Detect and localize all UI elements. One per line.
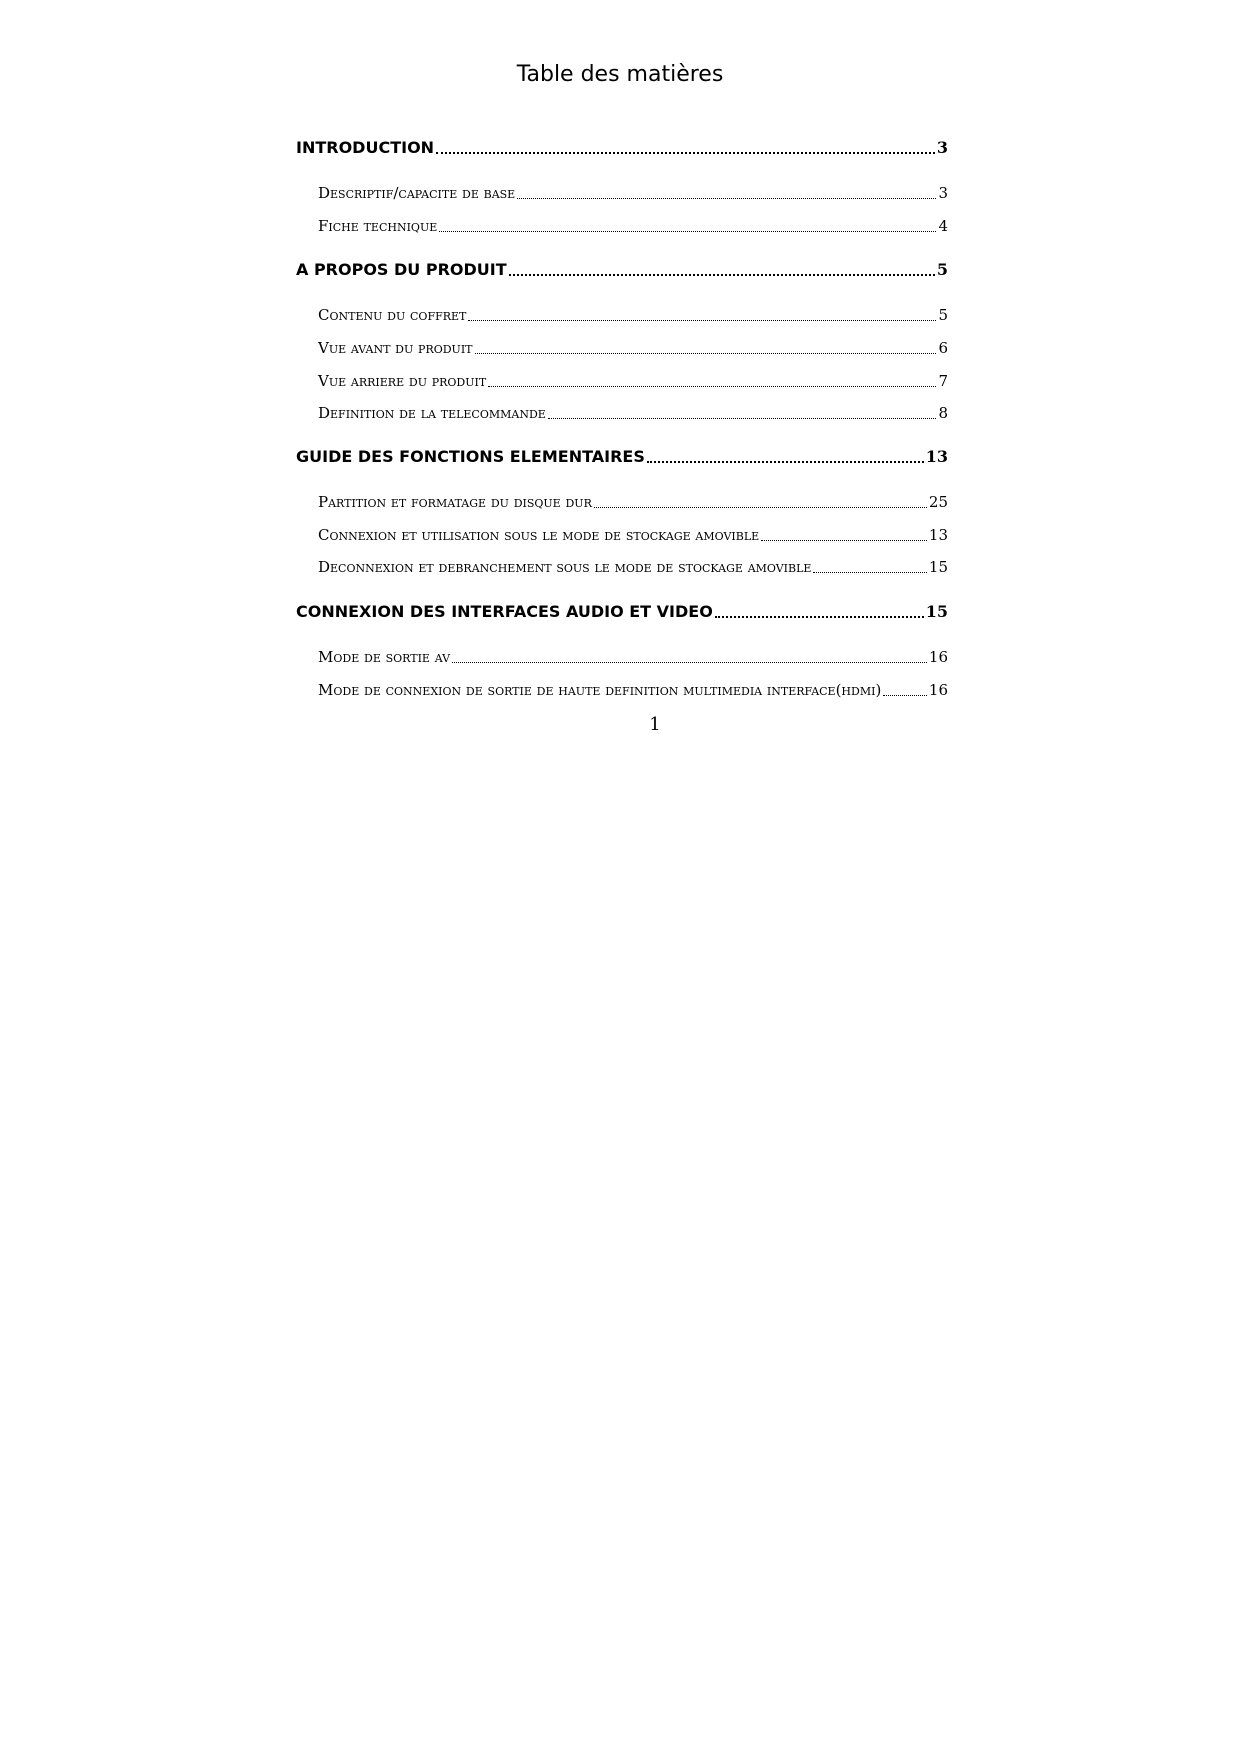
- dot-leader: [813, 572, 926, 573]
- toc-entry-mode-hdmi[interactable]: [318, 678, 948, 702]
- toc-page-number: 16: [928, 681, 948, 699]
- toc-entry-text: Mode de sortie av: [318, 648, 451, 666]
- toc-page-number: 15: [928, 558, 948, 576]
- toc-page-number: 15: [925, 602, 948, 621]
- toc-entry-connexion-interfaces[interactable]: [296, 600, 948, 624]
- toc-entry-vue-avant[interactable]: [318, 336, 948, 360]
- toc-entry-fiche-technique[interactable]: [318, 214, 948, 238]
- toc-page-number: 13: [925, 447, 948, 466]
- toc-entry-text: Contenu du coffret: [318, 306, 467, 324]
- toc-entry-text: Fiche technique: [318, 217, 438, 235]
- toc-entry-vue-arriere[interactable]: [318, 369, 948, 393]
- page-title: Table des matières: [516, 62, 724, 87]
- toc-page-number: 25: [928, 493, 948, 511]
- toc-entry-guide-fonctions[interactable]: [296, 445, 948, 469]
- toc-page-number: 7: [938, 372, 948, 390]
- toc-entry-text: Vue avant du produit: [318, 339, 473, 357]
- dot-leader: [509, 274, 935, 276]
- toc-page-number: 6: [938, 339, 948, 357]
- toc-page-number: 3: [938, 184, 948, 202]
- dot-leader: [439, 231, 936, 232]
- dot-leader: [468, 320, 936, 321]
- dot-leader: [594, 507, 927, 508]
- toc-entry-text: Partition et formatage du disque dur: [318, 493, 592, 511]
- toc-entry-text: Connexion et utilisation sous le mode de stockage amovible: [318, 526, 760, 544]
- toc-entry-deconnexion-stockage[interactable]: [318, 555, 948, 579]
- dot-leader: [452, 662, 927, 663]
- toc-entry-introduction[interactable]: [296, 136, 948, 160]
- toc-page-number: 8: [938, 404, 948, 422]
- toc-entry-text: A PROPOS DU PRODUIT: [296, 260, 507, 279]
- toc-page-number: 5: [936, 260, 948, 279]
- toc-page-number: 4: [938, 217, 948, 235]
- toc-page-number: 5: [938, 306, 948, 324]
- dot-leader: [436, 152, 935, 154]
- toc-page-number: 16: [928, 648, 948, 666]
- dot-leader: [761, 540, 927, 541]
- toc-entry-partition-formatage[interactable]: [318, 490, 948, 514]
- dot-leader: [488, 386, 936, 387]
- toc-entry-text: Descriptif/capacite de base: [318, 184, 516, 202]
- toc-entry-a-propos[interactable]: [296, 258, 948, 282]
- page-number: 1: [649, 714, 661, 735]
- toc-entry-text: INTRODUCTION: [296, 138, 435, 157]
- toc-entry-descriptif[interactable]: [318, 181, 948, 205]
- toc-entry-definition-telecommande[interactable]: [318, 401, 948, 425]
- toc-entry-mode-sortie-av[interactable]: [318, 645, 948, 669]
- toc-entry-connexion-stockage[interactable]: [318, 523, 948, 547]
- dot-leader: [883, 695, 927, 696]
- dot-leader: [715, 616, 924, 618]
- toc-entry-text: GUIDE DES FONCTIONS ELEMENTAIRES: [296, 447, 645, 466]
- dot-leader: [647, 461, 924, 463]
- toc-entry-text: CONNEXION DES INTERFACES AUDIO ET VIDEO: [296, 602, 713, 621]
- toc-entry-text: Definition de la telecommande: [318, 404, 546, 422]
- toc-entry-text: Vue arriere du produit: [318, 372, 487, 390]
- toc-entry-text: Deconnexion et debranchement sous le mode de stockage amovible: [318, 558, 812, 576]
- dot-leader: [475, 353, 937, 354]
- toc-page-number: 3: [936, 138, 948, 157]
- toc-page-number: 13: [928, 526, 948, 544]
- dot-leader: [517, 198, 936, 199]
- toc-entry-text: Mode de connexion de sortie de haute definition multimedia interface(hdmi): [318, 681, 882, 699]
- dot-leader: [548, 418, 937, 419]
- toc-entry-contenu-coffret[interactable]: [318, 303, 948, 327]
